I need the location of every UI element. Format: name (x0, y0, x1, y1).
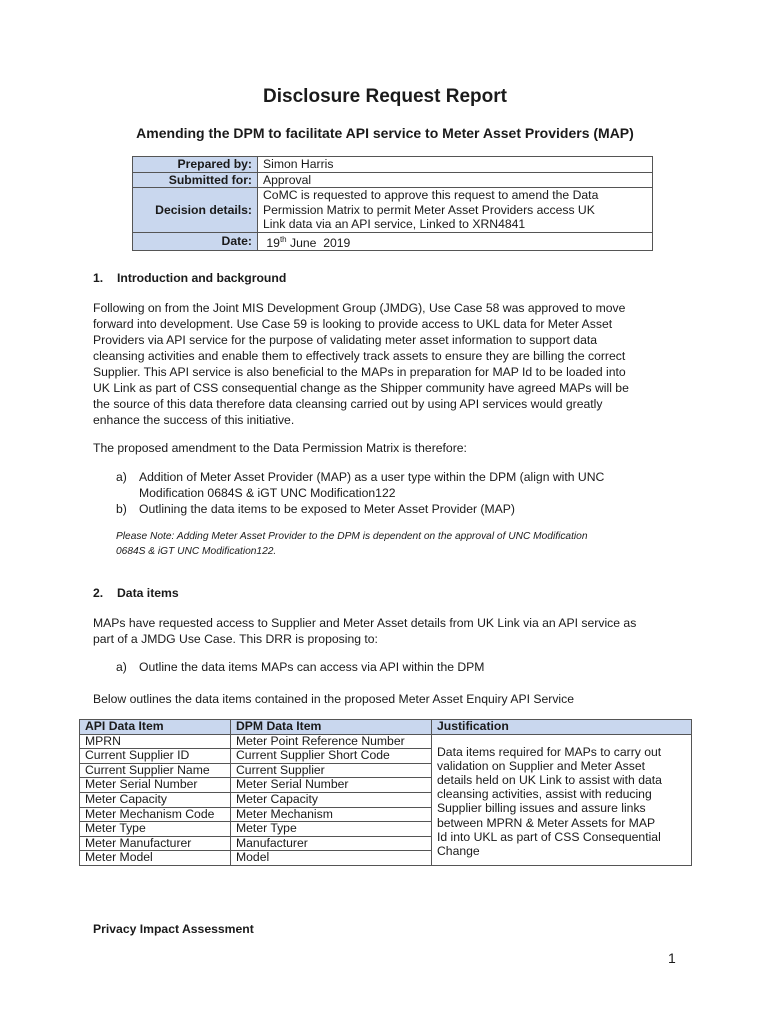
page-title: Disclosure Request Report (263, 86, 507, 107)
text-line: Addition of Meter Asset Provider (MAP) as a user type within the DPM (align with UNC (139, 470, 605, 484)
text-line: Following on from the Joint MIS Development Group (JMDG), Use Case 58 was approved to move (93, 301, 626, 315)
list-item (116, 469, 676, 501)
submitted-for-label: Submitted for: (133, 172, 258, 188)
decision-line: Permission Matrix to permit Meter Asset Providers access UK (263, 202, 595, 217)
text-line: Providers via API service for the purpose of validating meter asset information to support data (93, 333, 598, 347)
text-line: Supplier billing issues and assure links (437, 801, 646, 816)
table-cell: Current Supplier Name (80, 763, 231, 778)
date-label: Date: (133, 232, 258, 251)
table-cell: Meter Capacity (231, 792, 432, 807)
section-number: 2. (93, 586, 104, 600)
table-cell: Meter Manufacturer (80, 836, 231, 851)
section-2-heading (93, 586, 179, 600)
table-cell: Current Supplier Short Code (231, 749, 432, 764)
text-line: cleansing activities, assist with reducing (437, 787, 652, 802)
text-line: Change (437, 844, 480, 859)
list-marker: a) (116, 660, 127, 674)
column-header: DPM Data Item (231, 720, 432, 735)
submitted-for-value: Approval (258, 172, 653, 188)
section-title: Data items (117, 586, 179, 600)
column-header: Justification (432, 720, 692, 735)
decision-line: CoMC is requested to approve this request to amend the Data (263, 188, 599, 202)
table-row (80, 734, 692, 749)
table-row (133, 172, 653, 188)
table-cell: Model (231, 851, 432, 866)
table-cell: Current Supplier ID (80, 749, 231, 764)
list-text: Outlining the data items to be exposed to Meter Asset Provider (MAP) (139, 502, 515, 516)
prepared-by-label: Prepared by: (133, 157, 258, 173)
list-item (116, 659, 676, 675)
section-title: Introduction and background (117, 271, 287, 285)
privacy-impact-heading: Privacy Impact Assessment (93, 922, 254, 936)
text-line: Id into UKL as part of CSS Consequential (437, 829, 661, 844)
text-line: between MPRN & Meter Assets for MAP (437, 815, 656, 830)
table-row (133, 232, 653, 251)
list-text (139, 469, 676, 501)
table-header-row (80, 720, 692, 735)
section-number: 1. (93, 271, 104, 285)
list-marker: b) (116, 502, 127, 516)
decision-line: Link data via an API service, Linked to XRN4841 (263, 217, 526, 231)
text-line: Modification 0684S & iGT UNC Modification122 (139, 486, 396, 500)
column-header: API Data Item (80, 720, 231, 735)
table-cell: Meter Point Reference Number (231, 734, 432, 749)
table-cell: Meter Type (80, 822, 231, 837)
text-line: the source of this data therefore data cleansing carried out by using API services would greatly (93, 397, 603, 411)
table-row (133, 188, 653, 233)
text-line: enhance the success of this initiative. (93, 413, 295, 427)
dependency-note (116, 529, 676, 559)
text-line: forward into development. Use Case 59 is looking to provide access to UKL data for Meter Asset (93, 317, 613, 331)
section-1-heading (93, 271, 286, 285)
table-row (133, 157, 653, 173)
text-line: details held on UK Link to assist with data (437, 773, 662, 787)
text-line: part of a JMDG Use Case. This DRR is proposing to: (93, 632, 378, 646)
date-day: 19 (266, 235, 280, 250)
table-cell: Current Supplier (231, 763, 432, 778)
text-line: Supplier. This API service is also beneficial to the MAPs in preparation for MAP Id to be loaded into (93, 365, 626, 379)
table-cell: Meter Model (80, 851, 231, 866)
justification-cell (432, 734, 692, 865)
table-cell: Meter Mechanism (231, 807, 432, 822)
table-cell: Meter Type (231, 822, 432, 837)
decision-details-label: Decision details: (133, 188, 258, 233)
date-value (258, 232, 653, 251)
document-subtitle: Amending the DPM to facilitate API service to Meter Asset Providers (MAP) (136, 125, 634, 141)
table-cell: Meter Serial Number (231, 778, 432, 793)
report-details-table (132, 156, 653, 251)
text-line: cleansing activities and enable them to effectively track assets to ensure they are billing the correct (93, 349, 626, 363)
api-service-intro: Below outlines the data items contained in the proposed Meter Asset Enquiry API Service (93, 692, 575, 706)
list-item (116, 501, 676, 517)
text-line: Data items required for MAPs to carry out (437, 744, 662, 759)
text-line: Please Note: Adding Meter Asset Provider to the DPM is dependent on the approval of UNC Modification (116, 531, 588, 542)
date-ordinal: th (279, 234, 287, 244)
table-cell: Manufacturer (231, 836, 432, 851)
data-items-paragraph (93, 615, 673, 647)
page-number: 1 (668, 950, 676, 966)
text-line: validation on Supplier and Meter Asset (437, 758, 645, 773)
prepared-by-value: Simon Harris (258, 157, 653, 173)
amendment-intro: The proposed amendment to the Data Permission Matrix is therefore: (93, 441, 467, 455)
date-rest: June 2019 (286, 235, 351, 250)
text-line: MAPs have requested access to Supplier and Meter Asset details from UK Link via an API service as (93, 616, 637, 630)
decision-details-value (258, 188, 653, 233)
api-data-items-table (79, 719, 692, 866)
list-marker: a) (116, 470, 127, 484)
intro-paragraph (93, 300, 673, 428)
table-cell: MPRN (80, 734, 231, 749)
text-line: UK Link as part of CSS consequential change as the Shipper community have agreed MAPs will be (93, 381, 629, 395)
text-line: 0684S & iGT UNC Modification122. (116, 546, 277, 557)
table-cell: Meter Mechanism Code (80, 807, 231, 822)
table-cell: Meter Capacity (80, 792, 231, 807)
table-cell: Meter Serial Number (80, 778, 231, 793)
list-text: Outline the data items MAPs can access via API within the DPM (139, 660, 485, 674)
